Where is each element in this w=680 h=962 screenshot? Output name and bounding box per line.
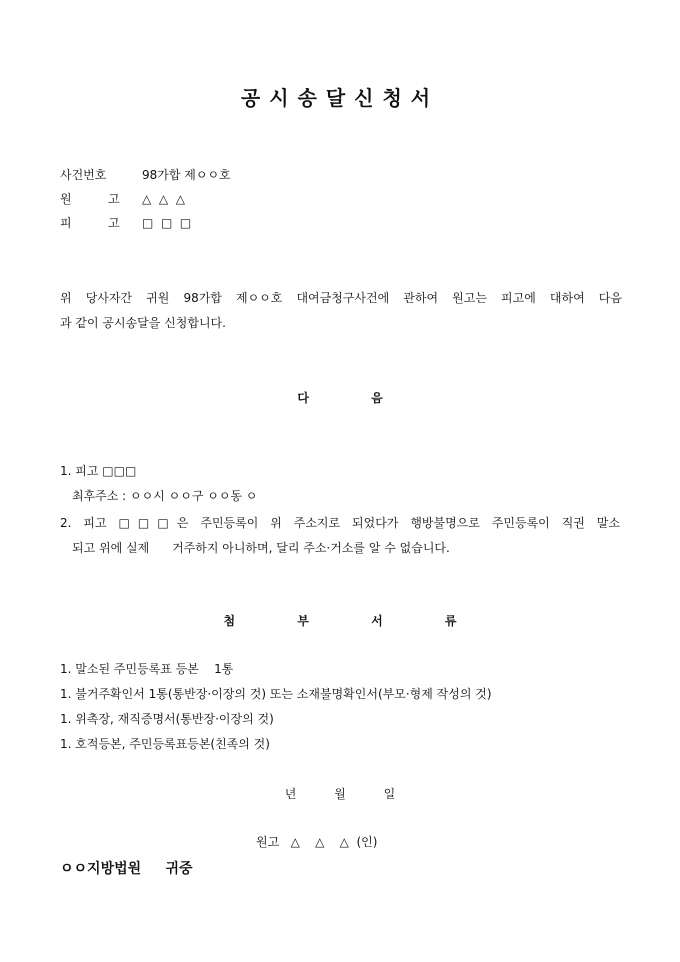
case-number-row [60, 166, 231, 183]
application-paragraph [60, 286, 622, 336]
defendant-label [60, 214, 142, 231]
defendant-label-char-1: 피 [60, 216, 72, 230]
item-2-line-1: 2. 피고 □□□은 주민등록이 위 주소지로 되었다가 행방불명으로 주민등록이 직권 말소 [60, 516, 620, 530]
defendant-label-char-2: 고 [108, 216, 120, 230]
item-2-line-2: 되고 위에 실제 거주하지 아니하며, 달리 주소·거소를 알 수 없습니다. [72, 541, 450, 555]
item-1-address: 최후주소 : ㅇㅇ시 ㅇㅇ구 ㅇㅇ동 ㅇ [72, 489, 258, 503]
plaintiff-label-char-2: 고 [108, 192, 120, 206]
plaintiff-label [60, 190, 142, 207]
heading-next: 다 음 [297, 391, 383, 405]
attachment-item-4: 1. 호적등본, 주민등록표등본(친족의 것) [60, 737, 270, 751]
heading-attachments: 첨 부 서 류 [223, 614, 457, 628]
court-addressee: ㅇㅇ지방법원 귀중 [60, 861, 193, 877]
plaintiff-label-char-1: 원 [60, 192, 72, 206]
attachment-item-2: 1. 불거주확인서 1통(통반장·이장의 것) 또는 소재불명확인서(부모·형제 작성의 것) [60, 687, 492, 701]
case-number-value: 98가합 제ㅇㅇ호 [142, 168, 231, 182]
paragraph-line-1: 위 당사자간 귀원 98가합 제ㅇㅇ호 대여금청구사건에 관하여 원고는 피고에 대하여 다음 [60, 291, 622, 305]
document-title: 공시송달신청서 [240, 86, 440, 110]
plaintiff-value: △ △ △ [142, 191, 185, 206]
defendant-row [60, 214, 191, 231]
defendant-value: □ □ □ [142, 215, 192, 230]
attachment-item-3: 1. 위촉장, 재직증명서(통반장·이장의 것) [60, 712, 274, 726]
paragraph-line-2: 과 같이 공시송달을 신청합니다. [60, 316, 226, 330]
plaintiff-row [60, 190, 185, 207]
plaintiff-signature: 원고 △ △ △ (인) [256, 835, 378, 849]
case-number-label: 사건번호 [60, 168, 107, 182]
date-line: 년 월 일 [284, 787, 396, 801]
item-1: 1. 피고 □□□ [60, 464, 137, 478]
attachment-item-1: 1. 말소된 주민등록표 등본 1통 [60, 662, 234, 676]
